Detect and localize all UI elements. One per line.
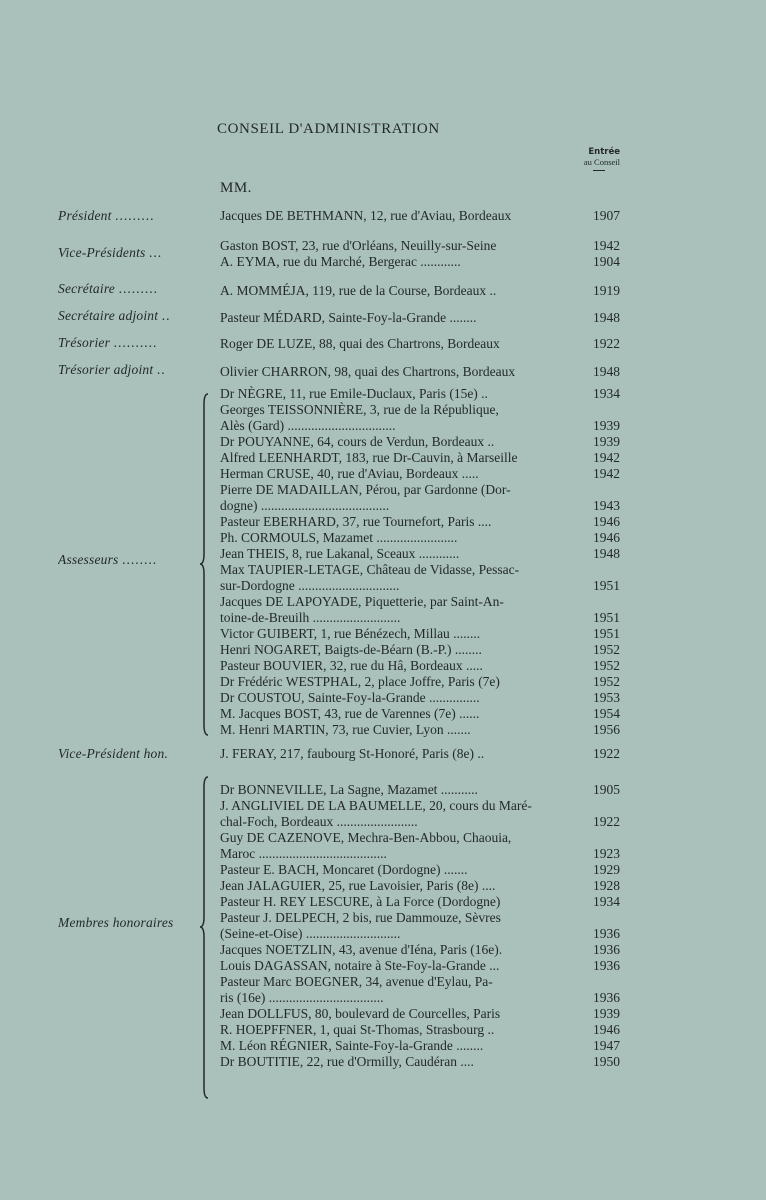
member-entry-text: A. MOMMÉJA, 119, rue de la Course, Bordeaux .. xyxy=(220,283,497,298)
member-entry-text: Alfred LEENHARDT, 183, rue Dr-Cauvin, à Marseille xyxy=(220,450,518,465)
role-assesseurs xyxy=(58,552,208,568)
role-dots: .. xyxy=(161,308,171,323)
member-entry-text: M. Léon RÉGNIER, Sainte-Foy-la-Grande ........ xyxy=(220,1038,484,1053)
member-entry-year: 1948 xyxy=(593,364,620,379)
member-line xyxy=(220,1038,620,1054)
role-label: Assesseurs xyxy=(58,552,119,567)
member-entry-text: Jacques DE LAPOYADE, Piquetterie, par Saint-An- xyxy=(220,594,504,609)
member-line xyxy=(220,610,620,626)
member-line xyxy=(220,238,620,254)
member-line xyxy=(220,894,620,910)
member-entry-text: Pasteur J. DELPECH, 2 bis, rue Dammouze, Sèvres xyxy=(220,910,501,925)
member-line xyxy=(220,254,620,270)
member-line xyxy=(220,830,620,846)
member-entry-text: Pasteur E. BACH, Moncaret (Dordogne) ....... xyxy=(220,862,468,877)
member-entry-text: Dr COUSTOU, Sainte-Foy-la-Grande ............... xyxy=(220,690,480,705)
member-line xyxy=(220,1054,620,1070)
member-entry-year: 1923 xyxy=(593,846,620,861)
member-entry-year: 1922 xyxy=(593,746,620,761)
member-entry-text: A. EYMA, rue du Marché, Bergerac ............ xyxy=(220,254,461,269)
member-line xyxy=(220,722,620,738)
member-line xyxy=(220,658,620,674)
role-dots: .......... xyxy=(113,335,158,350)
member-entry-text: Georges TEISSONNIÈRE, 3, rue de la République, xyxy=(220,402,499,417)
member-entry-text: Guy DE CAZENOVE, Mechra-Ben-Abbou, Chaouia, xyxy=(220,830,512,845)
member-line xyxy=(220,434,620,450)
member-line xyxy=(220,530,620,546)
member-entry-year: 1952 xyxy=(593,642,620,657)
salutation: MM. xyxy=(220,180,252,196)
member-entry-text: chal-Foch, Bordeaux ........................ xyxy=(220,814,418,829)
member-entry-text: J. ANGLIVIEL DE LA BAUMELLE, 20, cours du Maré- xyxy=(220,798,532,813)
member-line xyxy=(220,336,620,352)
member-entry-year: 1939 xyxy=(593,418,620,433)
member-entry-text: Pasteur BOUVIER, 32, rue du Hâ, Bordeaux ..... xyxy=(220,658,483,673)
member-entry-text: M. Henri MARTIN, 73, rue Cuvier, Lyon ....... xyxy=(220,722,471,737)
member-entry-year: 1934 xyxy=(593,894,620,909)
member-line xyxy=(220,958,620,974)
member-entry-text: Pasteur Marc BOEGNER, 34, avenue d'Eylau, Pa- xyxy=(220,974,493,989)
member-line xyxy=(220,208,620,224)
role-label: Vice-Président hon. xyxy=(58,746,169,761)
role-dots: ........ xyxy=(122,552,158,567)
entry-column-header xyxy=(560,146,620,171)
member-line xyxy=(220,386,620,402)
member-entry-year: 1950 xyxy=(593,1054,620,1069)
member-entry-text: Herman CRUSE, 40, rue d'Aviau, Bordeaux ..... xyxy=(220,466,479,481)
member-line xyxy=(220,578,620,594)
member-entry-year: 1946 xyxy=(593,514,620,529)
member-entry-year: 1951 xyxy=(593,610,620,625)
member-line xyxy=(220,642,620,658)
member-entry-text: Pasteur H. REY LESCURE, à La Force (Dordogne) xyxy=(220,894,501,909)
member-entry-year: 1943 xyxy=(593,498,620,513)
member-line xyxy=(220,482,620,498)
member-entry-text: Olivier CHARRON, 98, quai des Chartrons, Bordeaux xyxy=(220,364,516,379)
member-entry-year: 1951 xyxy=(593,626,620,641)
member-entry-year: 1942 xyxy=(593,450,620,465)
member-entry-text: Jean THEIS, 8, rue Lakanal, Sceaux ............ xyxy=(220,546,460,561)
member-entry-text: Dr POUYANNE, 64, cours de Verdun, Bordeaux .. xyxy=(220,434,495,449)
role-label: Trésorier xyxy=(58,335,111,350)
role-label: Vice-Présidents xyxy=(58,245,146,260)
member-line xyxy=(220,690,620,706)
member-line xyxy=(220,674,620,690)
member-entry-text: Roger DE LUZE, 88, quai des Chartrons, Bordeaux xyxy=(220,336,500,351)
member-entry-text: ris (16e) .................................. xyxy=(220,990,384,1005)
member-entry-year: 1947 xyxy=(593,1038,620,1053)
member-entry-text: J. FERAY, 217, faubourg St-Honoré, Paris (8e) .. xyxy=(220,746,485,761)
member-entry-year: 1904 xyxy=(593,254,620,269)
role-secretaire xyxy=(58,281,208,297)
member-entry-year: 1948 xyxy=(593,310,620,325)
member-entry-text: Gaston BOST, 23, rue d'Orléans, Neuilly-sur-Seine xyxy=(220,238,497,253)
member-entry-year: 1939 xyxy=(593,1006,620,1021)
member-entry-year: 1939 xyxy=(593,434,620,449)
member-line xyxy=(220,878,620,894)
member-entry-text: M. Jacques BOST, 43, rue de Varennes (7e) ...... xyxy=(220,706,480,721)
member-entry-text: toine-de-Breuilh .......................... xyxy=(220,610,401,625)
member-entry-year: 1954 xyxy=(593,706,620,721)
member-line xyxy=(220,418,620,434)
member-entry-year: 1936 xyxy=(593,990,620,1005)
member-entry-text: Dr NÈGRE, 11, rue Emile-Duclaux, Paris (15e) .. xyxy=(220,386,488,401)
role-label: Trésorier adjoint xyxy=(58,362,154,377)
role-tresorier xyxy=(58,335,208,351)
member-entry-year: 1922 xyxy=(593,336,620,351)
role-label: Membres honoraires xyxy=(58,915,174,930)
member-entry-text: Alès (Gard) ................................ xyxy=(220,418,396,433)
member-line xyxy=(220,814,620,830)
member-entry-year: 1936 xyxy=(593,926,620,941)
member-entry-year: 1946 xyxy=(593,1022,620,1037)
member-line xyxy=(220,450,620,466)
member-line xyxy=(220,283,620,299)
member-line xyxy=(220,910,620,926)
member-line xyxy=(220,706,620,722)
member-entry-text: dogne) ...................................... xyxy=(220,498,390,513)
member-entry-text: Ph. CORMOULS, Mazamet ........................ xyxy=(220,530,458,545)
member-entry-text: Max TAUPIER-LETAGE, Château de Vidasse, Pessac- xyxy=(220,562,520,577)
member-line xyxy=(220,990,620,1006)
member-entry-year: 1922 xyxy=(593,814,620,829)
member-line xyxy=(220,466,620,482)
role-vice-president-hon xyxy=(58,746,208,762)
role-vice-presidents xyxy=(58,245,208,261)
member-entry-year: 1919 xyxy=(593,283,620,298)
member-line xyxy=(220,546,620,562)
member-line xyxy=(220,782,620,798)
member-line xyxy=(220,1022,620,1038)
member-entry-text: Dr BOUTITIE, 22, rue d'Ormilly, Caudéran .... xyxy=(220,1054,474,1069)
member-entry-text: Pasteur EBERHARD, 37, rue Tournefort, Paris .... xyxy=(220,514,492,529)
member-entry-text: Jean DOLLFUS, 80, boulevard de Courcelles, Paris xyxy=(220,1006,501,1021)
member-line xyxy=(220,1006,620,1022)
role-tresorier-adjoint xyxy=(58,362,208,378)
member-entry-year: 1942 xyxy=(593,466,620,481)
role-president xyxy=(58,208,208,224)
member-line xyxy=(220,310,620,326)
member-line xyxy=(220,846,620,862)
member-entry-text: Dr BONNEVILLE, La Sagne, Mazamet ........... xyxy=(220,782,478,797)
member-line xyxy=(220,626,620,642)
member-entry-year: 1942 xyxy=(593,238,620,253)
member-entry-text: Dr Frédéric WESTPHAL, 2, place Joffre, Paris (7e) xyxy=(220,674,500,689)
member-entry-year: 1952 xyxy=(593,674,620,689)
entry-header-line1: Entrée xyxy=(588,147,620,157)
member-line xyxy=(220,498,620,514)
member-entry-text: Jacques DE BETHMANN, 12, rue d'Aviau, Bordeaux xyxy=(220,208,512,223)
member-entry-year: 1936 xyxy=(593,958,620,973)
page-title: CONSEIL D'ADMINISTRATION xyxy=(217,121,440,137)
entry-header-rule xyxy=(593,170,605,171)
member-entry-text: Jean JALAGUIER, 25, rue Lavoisier, Paris (8e) .... xyxy=(220,878,496,893)
role-label: Président xyxy=(58,208,112,223)
member-entry-text: Henri NOGARET, Baigts-de-Béarn (B.-P.) ........ xyxy=(220,642,482,657)
member-entry-year: 1929 xyxy=(593,862,620,877)
member-entry-year: 1953 xyxy=(593,690,620,705)
member-line xyxy=(220,746,620,762)
member-entry-text: Louis DAGASSAN, notaire à Ste-Foy-la-Grande ... xyxy=(220,958,500,973)
member-entry-year: 1951 xyxy=(593,578,620,593)
member-entry-text: sur-Dordogne .............................. xyxy=(220,578,400,593)
assesseurs-brace-icon xyxy=(200,392,210,737)
member-line xyxy=(220,862,620,878)
member-entry-text: Pasteur MÉDARD, Sainte-Foy-la-Grande ........ xyxy=(220,310,477,325)
member-entry-year: 1946 xyxy=(593,530,620,545)
member-entry-year: 1956 xyxy=(593,722,620,737)
member-line xyxy=(220,926,620,942)
role-label: Secrétaire xyxy=(58,281,115,296)
member-entry-text: Jacques NOETZLIN, 43, avenue d'Iéna, Paris (16e). xyxy=(220,942,503,957)
member-line xyxy=(220,942,620,958)
role-dots: .. xyxy=(156,362,166,377)
member-entry-year: 1934 xyxy=(593,386,620,401)
member-line xyxy=(220,798,620,814)
member-entry-text: Victor GUIBERT, 1, rue Bénézech, Millau ........ xyxy=(220,626,481,641)
member-line xyxy=(220,562,620,578)
member-entry-year: 1905 xyxy=(593,782,620,797)
member-line xyxy=(220,974,620,990)
member-line xyxy=(220,594,620,610)
role-dots: ......... xyxy=(118,281,158,296)
role-dots: ......... xyxy=(115,208,155,223)
member-entry-text: Maroc ...................................... xyxy=(220,846,387,861)
member-entry-text: R. HOEPFFNER, 1, quai St-Thomas, Strasbourg .. xyxy=(220,1022,495,1037)
member-line xyxy=(220,402,620,418)
role-secretaire-adjoint xyxy=(58,308,208,324)
member-entry-year: 1928 xyxy=(593,878,620,893)
role-membres-honoraires xyxy=(58,915,208,931)
role-label: Secrétaire adjoint xyxy=(58,308,159,323)
membres-honoraires-brace-icon xyxy=(200,775,210,1100)
role-dots: ... xyxy=(149,245,163,260)
member-line xyxy=(220,364,620,380)
member-entry-year: 1952 xyxy=(593,658,620,673)
member-entry-text: (Seine-et-Oise) ............................ xyxy=(220,926,401,941)
member-entry-text: Pierre DE MADAILLAN, Pérou, par Gardonne (Dor- xyxy=(220,482,511,497)
member-entry-year: 1948 xyxy=(593,546,620,561)
member-entry-year: 1936 xyxy=(593,942,620,957)
member-line xyxy=(220,514,620,530)
entry-header-line2: au Conseil xyxy=(583,157,620,167)
member-entry-year: 1907 xyxy=(593,208,620,223)
